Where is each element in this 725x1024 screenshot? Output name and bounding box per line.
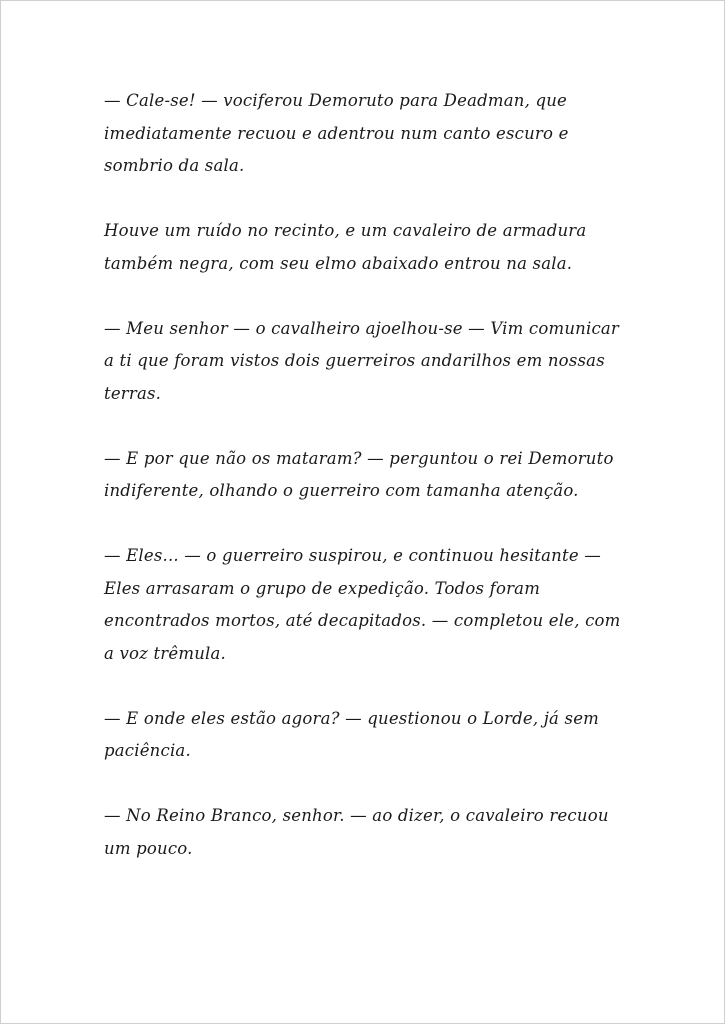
paragraph: — No Reino Branco, senhor. — ao dizer, o cavaleiro recuou um pouco. (104, 806, 609, 858)
paragraph: — E onde eles estão agora? — questionou o Lorde, já sem paciência. (104, 708, 600, 760)
paragraph: Houve um ruído no recinto, e um cavaleiro de armadura também negra, com seu elmo abaixado entrou na sala. (104, 221, 587, 273)
paragraph: — E por que não os mataram? — perguntou o rei Demoruto indiferente, olhando o guerreiro com tamanha atenção. (104, 448, 614, 500)
document-body (104, 85, 626, 865)
paragraph: — Cale-se! — vociferou Demoruto para Deadman, que imediatamente recuou e adentrou num canto escuro e sombrio da sala. (104, 91, 569, 175)
paragraph: — Meu senhor — o cavalheiro ajoelhou-se — Vim comunicar a ti que foram vistos dois guerreiros andarilhos em nossas terras. (104, 318, 620, 403)
paragraph: — Eles... — o guerreiro suspirou, e continuou hesitante — Eles arrasaram o grupo de expedição. Todos foram encontrados mortos, até decapitados. — completou ele, com a voz trêmula. (104, 546, 621, 663)
